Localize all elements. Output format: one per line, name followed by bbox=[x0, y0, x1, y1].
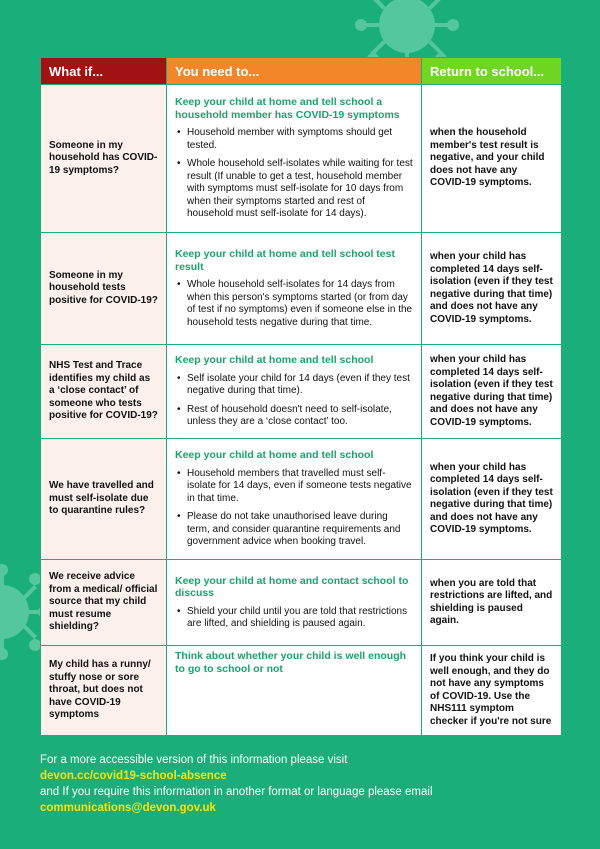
what-if-cell: Someone in my household has COVID-19 symptoms? bbox=[41, 85, 167, 233]
return-cell: when you are told that restrictions are lifted, and shielding is paused again. bbox=[422, 560, 562, 646]
list-item: • Self isolate your child for 14 days (even if they test negative during that time). bbox=[187, 373, 413, 398]
action-heading: Keep your child at home and contact school to discuss bbox=[175, 574, 409, 599]
table-row bbox=[41, 233, 562, 345]
list-item: • Household member with symptoms should get tested. bbox=[187, 127, 413, 152]
list-item: • Whole household self-isolates while waiting for test result (If unable to get a test, household member with symptoms must self-isolate for 10 days from when their symptoms started and rest of household must self-isolate for 14 days). bbox=[187, 158, 413, 221]
covid-guidance-table bbox=[40, 57, 562, 736]
what-if-cell: We have travelled and must self-isolate due to quarantine rules? bbox=[41, 439, 167, 560]
you-need-to-cell bbox=[167, 233, 422, 345]
what-if-cell: We receive advice from a medical/ official source that my child must resume shielding? bbox=[41, 560, 167, 646]
action-heading: Keep your child at home and tell school bbox=[175, 354, 374, 367]
table-row bbox=[41, 560, 562, 646]
return-cell: when the household member's test result is negative, and your child does not have any COVID-19 symptoms. bbox=[422, 85, 562, 233]
header-return-to-school: Return to school... bbox=[422, 58, 562, 85]
header-what-if: What if... bbox=[41, 58, 167, 85]
website-link[interactable]: devon.cc/covid19-school-absence bbox=[40, 770, 227, 782]
footer bbox=[40, 752, 570, 816]
list-item: • Please do not take unauthorised leave during term, and consider quarantine requirements and government advice when booking travel. bbox=[187, 511, 413, 549]
what-if-cell: My child has a runny/ stuffy nose or sore throat, but does not have COVID-19 symptoms bbox=[41, 646, 167, 736]
return-cell: when your child has completed 14 days self-isolation (even if they test negative during that time) and does not have any COVID-19 symptoms. bbox=[422, 439, 562, 560]
list-item: • Shield your child until you are told that restrictions are lifted, and shielding is paused again. bbox=[187, 606, 413, 631]
action-heading: Keep your child at home and tell school test result bbox=[175, 248, 395, 273]
you-need-to-cell bbox=[167, 85, 422, 233]
action-heading: Keep your child at home and tell school a household member has COVID-19 symptoms bbox=[175, 96, 400, 121]
list-item: • Rest of household doesn't need to self-isolate, unless they are a ‘close contact’ too. bbox=[187, 404, 413, 429]
you-need-to-cell bbox=[167, 560, 422, 646]
table-row bbox=[41, 85, 562, 233]
you-need-to-cell bbox=[167, 439, 422, 560]
footer-text: For a more accessible version of this information please visit bbox=[40, 754, 348, 766]
you-need-to-cell bbox=[167, 345, 422, 439]
header-you-need-to: You need to... bbox=[167, 58, 422, 85]
action-heading: Think about whether your child is well enough to go to school or not bbox=[175, 650, 407, 675]
table-row bbox=[41, 439, 562, 560]
list-item: • Household members that travelled must self-isolate for 14 days, even if someone tests negative in that time. bbox=[187, 468, 413, 506]
list-item: • Whole household self-isolates for 14 days from when this person's symptoms started (or from day of test if no symptoms) even if someone else in the household tests negative during that time. bbox=[187, 279, 413, 329]
action-heading: Keep your child at home and tell school bbox=[175, 449, 374, 462]
return-cell: when your child has completed 14 days self-isolation (even if they test negative during that time) and does not have any COVID-19 symptoms. bbox=[422, 345, 562, 439]
table-row bbox=[41, 646, 562, 736]
what-if-cell: NHS Test and Trace identifies my child as a ‘close contact’ of someone who tests positive for COVID-19? bbox=[41, 345, 167, 439]
table-header-row bbox=[41, 58, 562, 85]
email-link[interactable]: communications@devon.gov.uk bbox=[40, 802, 216, 814]
table-row bbox=[41, 345, 562, 439]
return-cell: when your child has completed 14 days self-isolation (even if they test negative during that time) and does not have any COVID-19 symptoms. bbox=[422, 233, 562, 345]
return-cell: If you think your child is well enough, and they do not have any symptoms of COVID-19. Use the NHS111 symptom checker if you're not sure bbox=[422, 646, 562, 736]
what-if-cell: Someone in my household tests positive for COVID-19? bbox=[41, 233, 167, 345]
footer-text: and If you require this information in another format or language please email bbox=[40, 786, 433, 798]
you-need-to-cell bbox=[167, 646, 422, 736]
